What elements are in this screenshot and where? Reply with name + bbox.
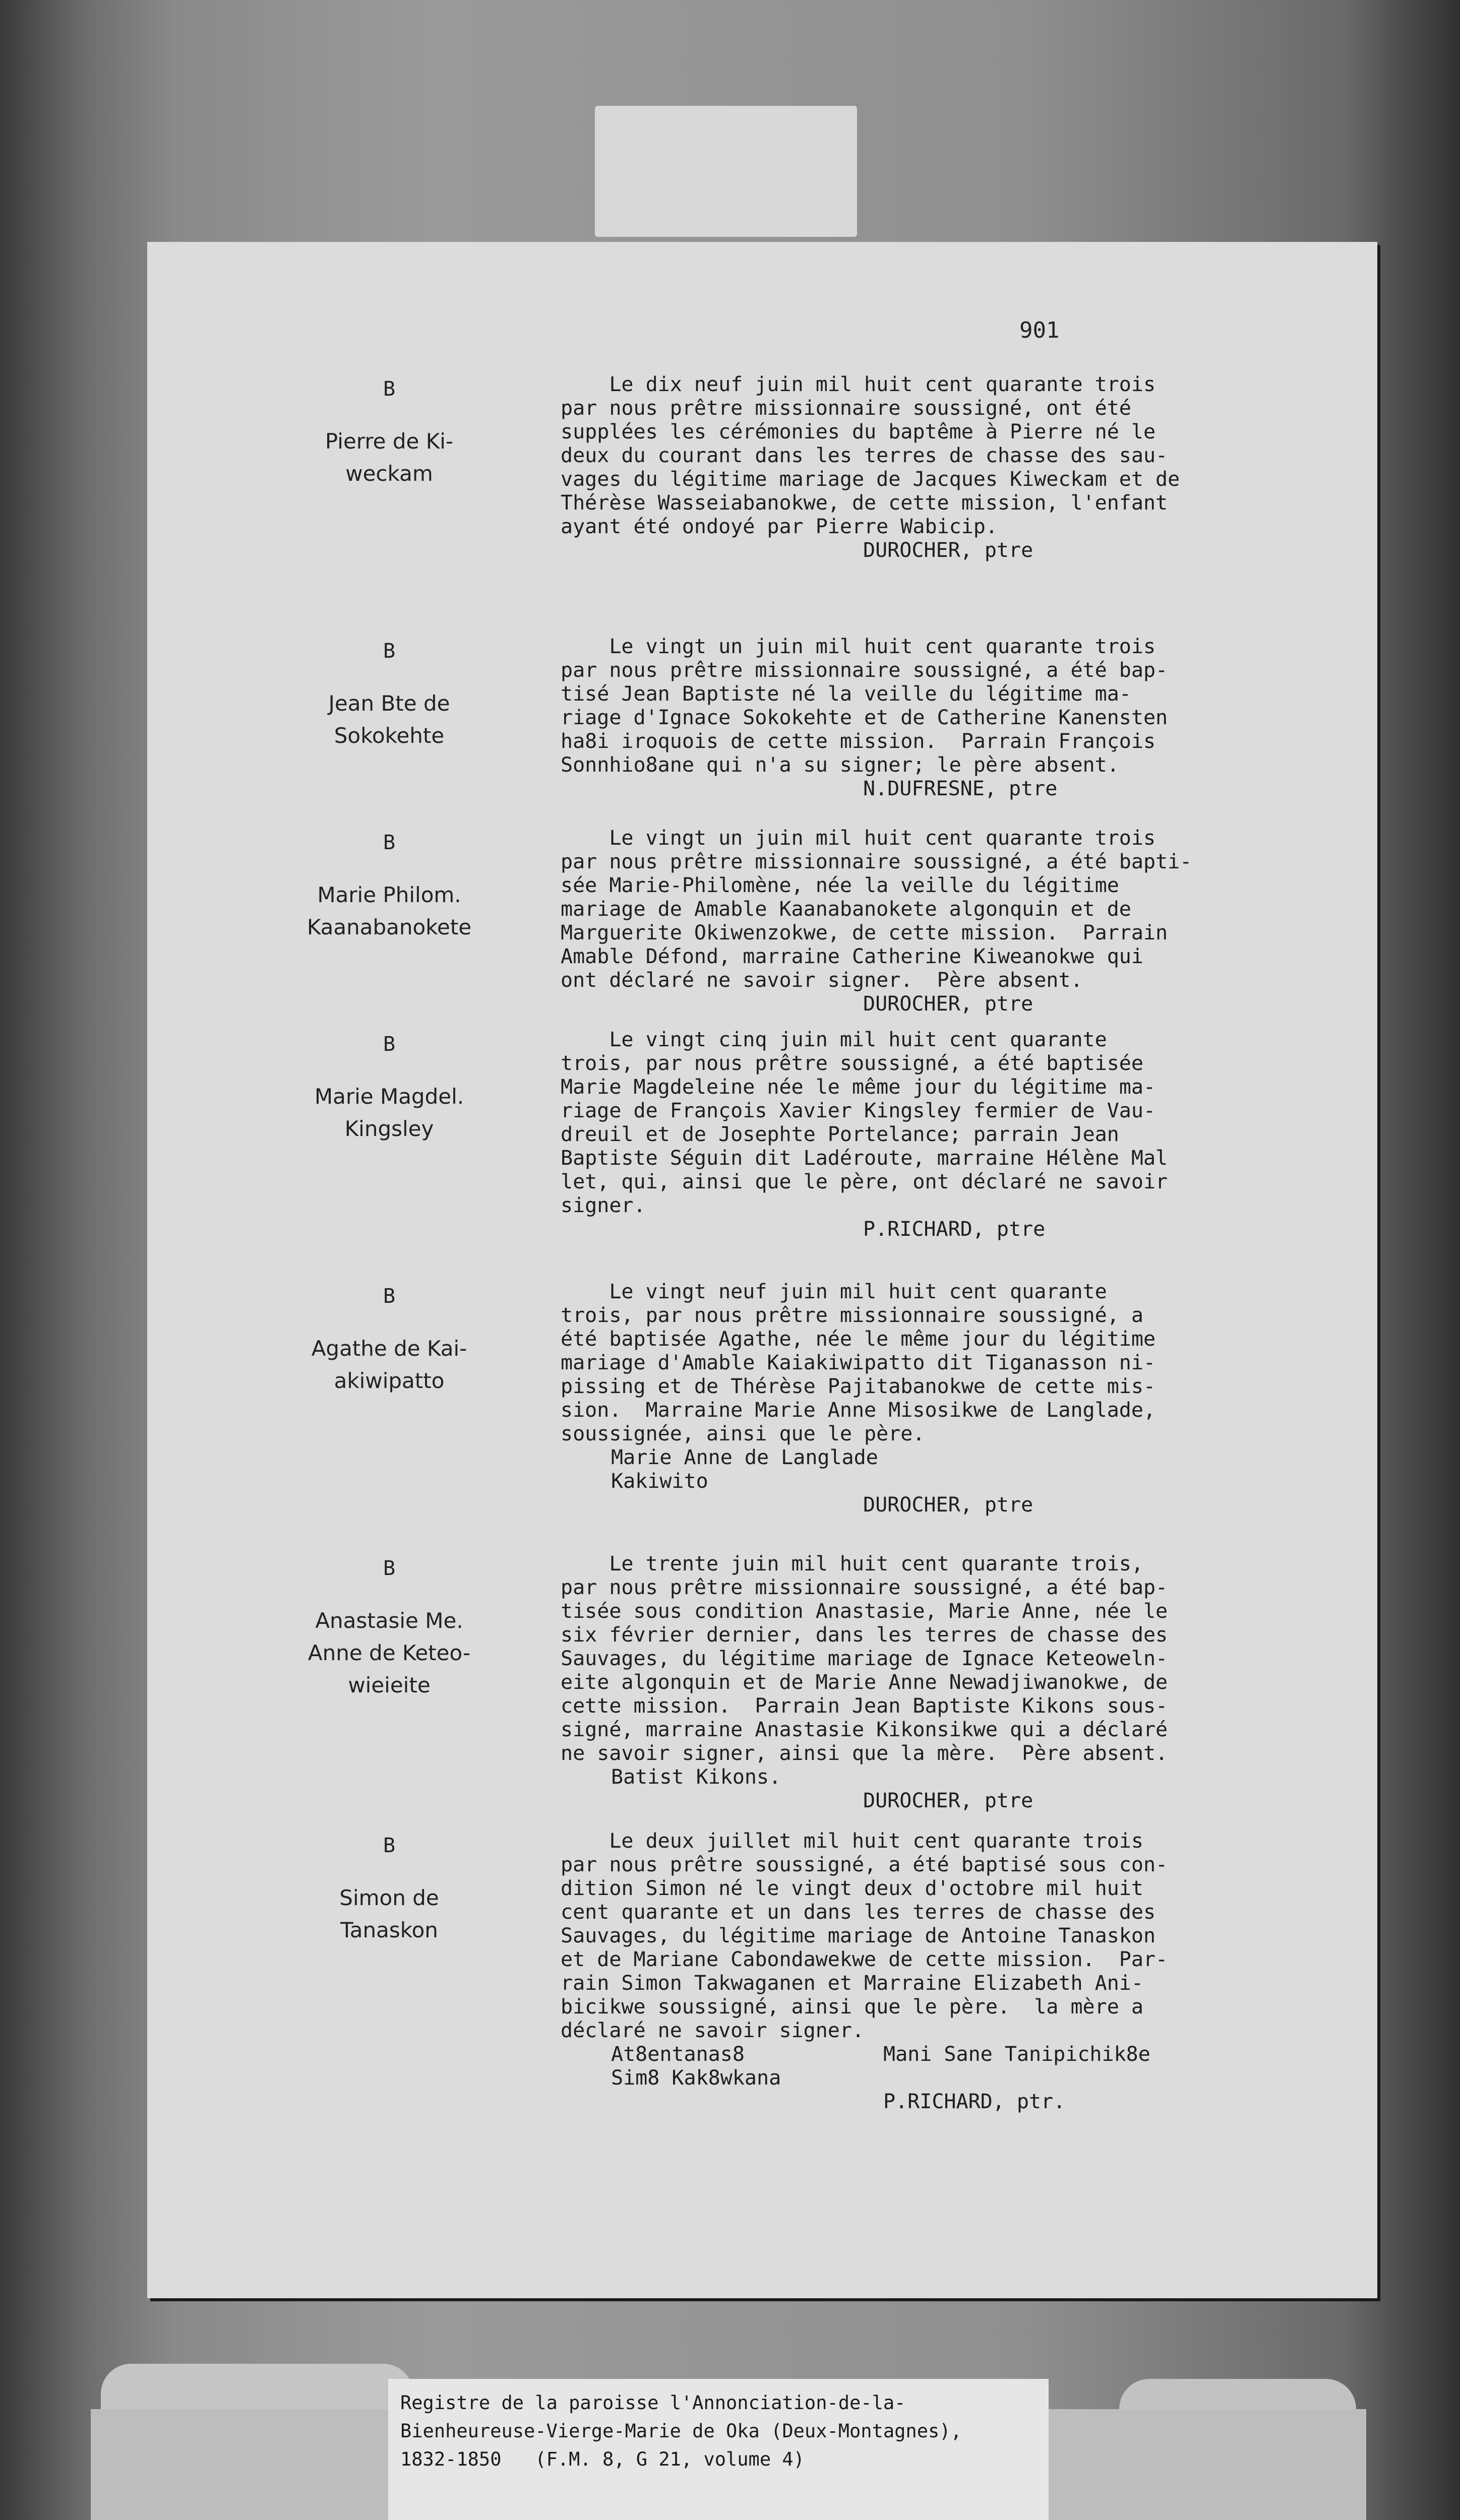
entry-type-letter: B — [383, 1033, 396, 1056]
entry-line: eite algonquin et de Marie Anne Newadjiwanokwe, de — [561, 1671, 1168, 1694]
entry-margin-name: Agathe de Kai- — [311, 1336, 467, 1361]
entry-line: ne savoir signer, ainsi que la mère. Père absent. — [561, 1742, 1168, 1765]
witness-signature: Marie Anne de Langlade — [611, 1446, 878, 1469]
entry-line: cette mission. Parrain Jean Baptiste Kikons sous- — [561, 1694, 1168, 1718]
entry-line: Le vingt cinq juin mil huit cent quarante — [561, 1028, 1107, 1051]
entry-line: Sauvages, du légitime mariage de Ignace Keteoweln- — [561, 1647, 1168, 1670]
entry-line: cent quarante et un dans les terres de chasse des — [561, 1901, 1156, 1924]
entry-line: par nous prêtre missionnaire soussigné, a été bapti- — [561, 850, 1192, 873]
entry-margin — [233, 635, 545, 752]
entry-line: bicikwe soussigné, ainsi que le père. la mère a — [561, 1995, 1143, 2019]
witness-signature: At8entanas8 — [611, 2043, 745, 2066]
entry-margin — [233, 1028, 545, 1145]
entry-type-letter: B — [383, 1285, 396, 1308]
entry-type-letter: B — [383, 1557, 396, 1580]
register-label — [388, 2379, 1049, 2520]
entry-line: Sauvages, du légitime mariage de Antoine Tanaskon — [561, 1924, 1156, 1947]
entry-line: dreuil et de Josephte Portelance; parrain Jean — [561, 1123, 1119, 1146]
label-line-2: Bienheureuse-Vierge-Marie de Oka (Deux-Montagnes), — [400, 2420, 962, 2442]
entry-line: par nous prêtre soussigné, a été baptisé sous con- — [561, 1853, 1168, 1876]
entry-line: Le dix neuf juin mil huit cent quarante trois — [561, 373, 1156, 396]
priest-signature: P.RICHARD, ptre — [863, 1218, 1046, 1241]
entry-line: Le vingt un juin mil huit cent quarante trois — [561, 635, 1156, 658]
entry-margin-name: Sokokehte — [334, 723, 445, 748]
entry-line: dition Simon né le vingt deux d'octobre mil huit — [561, 1877, 1143, 1900]
entry-margin-name: Kingsley — [344, 1116, 434, 1141]
entry-line: pissing et de Thérèse Pajitabanokwe de cette mis- — [561, 1375, 1156, 1398]
entry-line: trois, par nous prêtre soussigné, a été baptisée — [561, 1052, 1143, 1075]
entry-margin-name: weckam — [345, 461, 433, 486]
entry-line: Le trente juin mil huit cent quarante trois, — [561, 1552, 1143, 1576]
entry-line: été baptisée Agathe, née le même jour du légitime — [561, 1328, 1156, 1351]
entry-line: rain Simon Takwaganen et Marraine Elizabeth Ani- — [561, 1972, 1143, 1995]
entry-line: tisée sous condition Anastasie, Marie Anne, née le — [561, 1600, 1168, 1623]
entry-body — [561, 373, 1377, 539]
entry-line: Le vingt neuf juin mil huit cent quarante — [561, 1280, 1107, 1303]
priest-signature: P.RICHARD, ptr. — [883, 2090, 1066, 2113]
witness-signature: Kakiwito — [611, 1470, 708, 1493]
witness-signature: Sim8 Kak8wkana — [611, 2066, 781, 2090]
entry-line: Marguerite Okiwenzokwe, de cette mission. Parrain — [561, 921, 1168, 944]
entry-margin — [233, 1552, 545, 1702]
entry-line: par nous prêtre missionnaire soussigné, ont été — [561, 397, 1131, 420]
entry-line: vages du légitime mariage de Jacques Kiweckam et de — [561, 468, 1180, 491]
entry-line: let, qui, ainsi que le père, ont déclaré ne savoir — [561, 1170, 1168, 1193]
label-line-1: Registre de la paroisse l'Annonciation-de-la- — [400, 2392, 906, 2414]
entry-line: ont déclaré ne savoir signer. Père absent. — [561, 969, 1083, 992]
entry-line: ha8i iroquois de cette mission. Parrain François — [561, 730, 1156, 753]
entry-type-letter: B — [383, 377, 396, 401]
entry-line: Amable Défond, marraine Catherine Kiweanokwe qui — [561, 945, 1143, 968]
entry-line: Baptiste Séguin dit Ladéroute, marraine Hélène Mal — [561, 1147, 1168, 1170]
entry-margin — [233, 1280, 545, 1397]
entry-body — [561, 635, 1377, 777]
label-line-3: 1832-1850 (F.M. 8, G 21, volume 4) — [400, 2448, 805, 2470]
entry-line: riage d'Ignace Sokokehte et de Catherine Kanensten — [561, 706, 1168, 729]
entry-line: supplées les cérémonies du baptême à Pierre né le — [561, 420, 1156, 444]
priest-signature: DUROCHER, ptre — [863, 1493, 1033, 1517]
entry-line: par nous prêtre missionnaire soussigné, a été bap- — [561, 1576, 1168, 1599]
entry-line: trois, par nous prêtre missionnaire soussigné, a — [561, 1304, 1143, 1327]
entry-line: riage de François Xavier Kingsley fermier de Vau- — [561, 1099, 1156, 1122]
entry-margin-name: Pierre de Ki- — [325, 429, 454, 454]
entry-margin-name: Marie Magdel. — [314, 1084, 464, 1109]
entry-line: six février dernier, dans les terres de chasse des — [561, 1623, 1168, 1647]
entry-margin — [233, 373, 545, 490]
entry-type-letter: B — [383, 831, 396, 854]
entry-line: Le deux juillet mil huit cent quarante trois — [561, 1830, 1143, 1853]
entry-margin-name: Jean Bte de — [328, 691, 450, 716]
entry-margin-name: Kaanabanokete — [307, 915, 472, 939]
entry-line: sion. Marraine Marie Anne Misosikwe de Langlade, — [561, 1399, 1156, 1422]
entry-body — [561, 1280, 1377, 1446]
entry-line: soussignée, ainsi que le père. — [561, 1422, 925, 1445]
entry-margin-name: Anne de Keteo- — [308, 1641, 471, 1665]
priest-signature: N.DUFRESNE, ptre — [863, 777, 1058, 800]
entry-body — [561, 1552, 1377, 1766]
witness-signature: Batist Kikons. — [611, 1766, 781, 1789]
entry-line: Sonnhio8ane qui n'a su signer; le père absent. — [561, 753, 1119, 777]
entry-line: signer. — [561, 1194, 646, 1217]
entry-line: tisé Jean Baptiste né la veille du légitime ma- — [561, 682, 1131, 706]
entry-margin-name: Simon de — [339, 1885, 439, 1910]
entry-body — [561, 827, 1377, 992]
entry-line: deux du courant dans les terres de chasse des sau- — [561, 444, 1168, 467]
entry-line: Le vingt un juin mil huit cent quarante trois — [561, 827, 1156, 850]
entry-line: mariage de Amable Kaanabanokete algonquin et de — [561, 898, 1131, 921]
register-page — [147, 242, 1377, 2298]
entry-line: et de Mariane Cabondawekwe de cette mission. Par- — [561, 1948, 1168, 1971]
entry-line: mariage d'Amable Kaiakiwipatto dit Tiganasson ni- — [561, 1351, 1156, 1374]
entry-margin — [233, 1830, 545, 1946]
entry-type-letter: B — [383, 1834, 396, 1857]
entry-margin-name: Marie Philom. — [317, 883, 461, 907]
priest-signature: DUROCHER, ptre — [863, 992, 1033, 1016]
priest-signature: DUROCHER, ptre — [863, 539, 1033, 562]
entry-line: ayant été ondoyé par Pierre Wabicip. — [561, 515, 998, 538]
priest-signature: DUROCHER, ptre — [863, 1789, 1033, 1812]
entry-line: Marie Magdeleine née le même jour du légitime ma- — [561, 1076, 1156, 1099]
entry-body — [561, 1028, 1377, 1218]
entry-margin-name: wieieite — [348, 1673, 431, 1697]
entry-type-letter: B — [383, 640, 396, 663]
entry-margin-name: Tanaskon — [340, 1918, 438, 1942]
witness-signature-right: Mani Sane Tanipichik8e — [883, 2043, 1150, 2066]
entry-margin-name: akiwipatto — [334, 1368, 445, 1393]
entry-line: déclaré ne savoir signer. — [561, 2019, 865, 2042]
entry-line: signé, marraine Anastasie Kikonsikwe qui a déclaré — [561, 1718, 1168, 1741]
paper-clip — [595, 106, 857, 237]
page-number: 901 — [1019, 318, 1060, 343]
entry-line: par nous prêtre missionnaire soussigné, a été bap- — [561, 659, 1168, 682]
entry-line: Thérèse Wasseiabanokwe, de cette mission, l'enfant — [561, 491, 1168, 515]
entry-margin — [233, 827, 545, 943]
entry-margin-name: Anastasie Me. — [315, 1608, 463, 1633]
entry-line: sée Marie-Philomène, née la veille du légitime — [561, 874, 1119, 897]
entry-body — [561, 1830, 1377, 2043]
